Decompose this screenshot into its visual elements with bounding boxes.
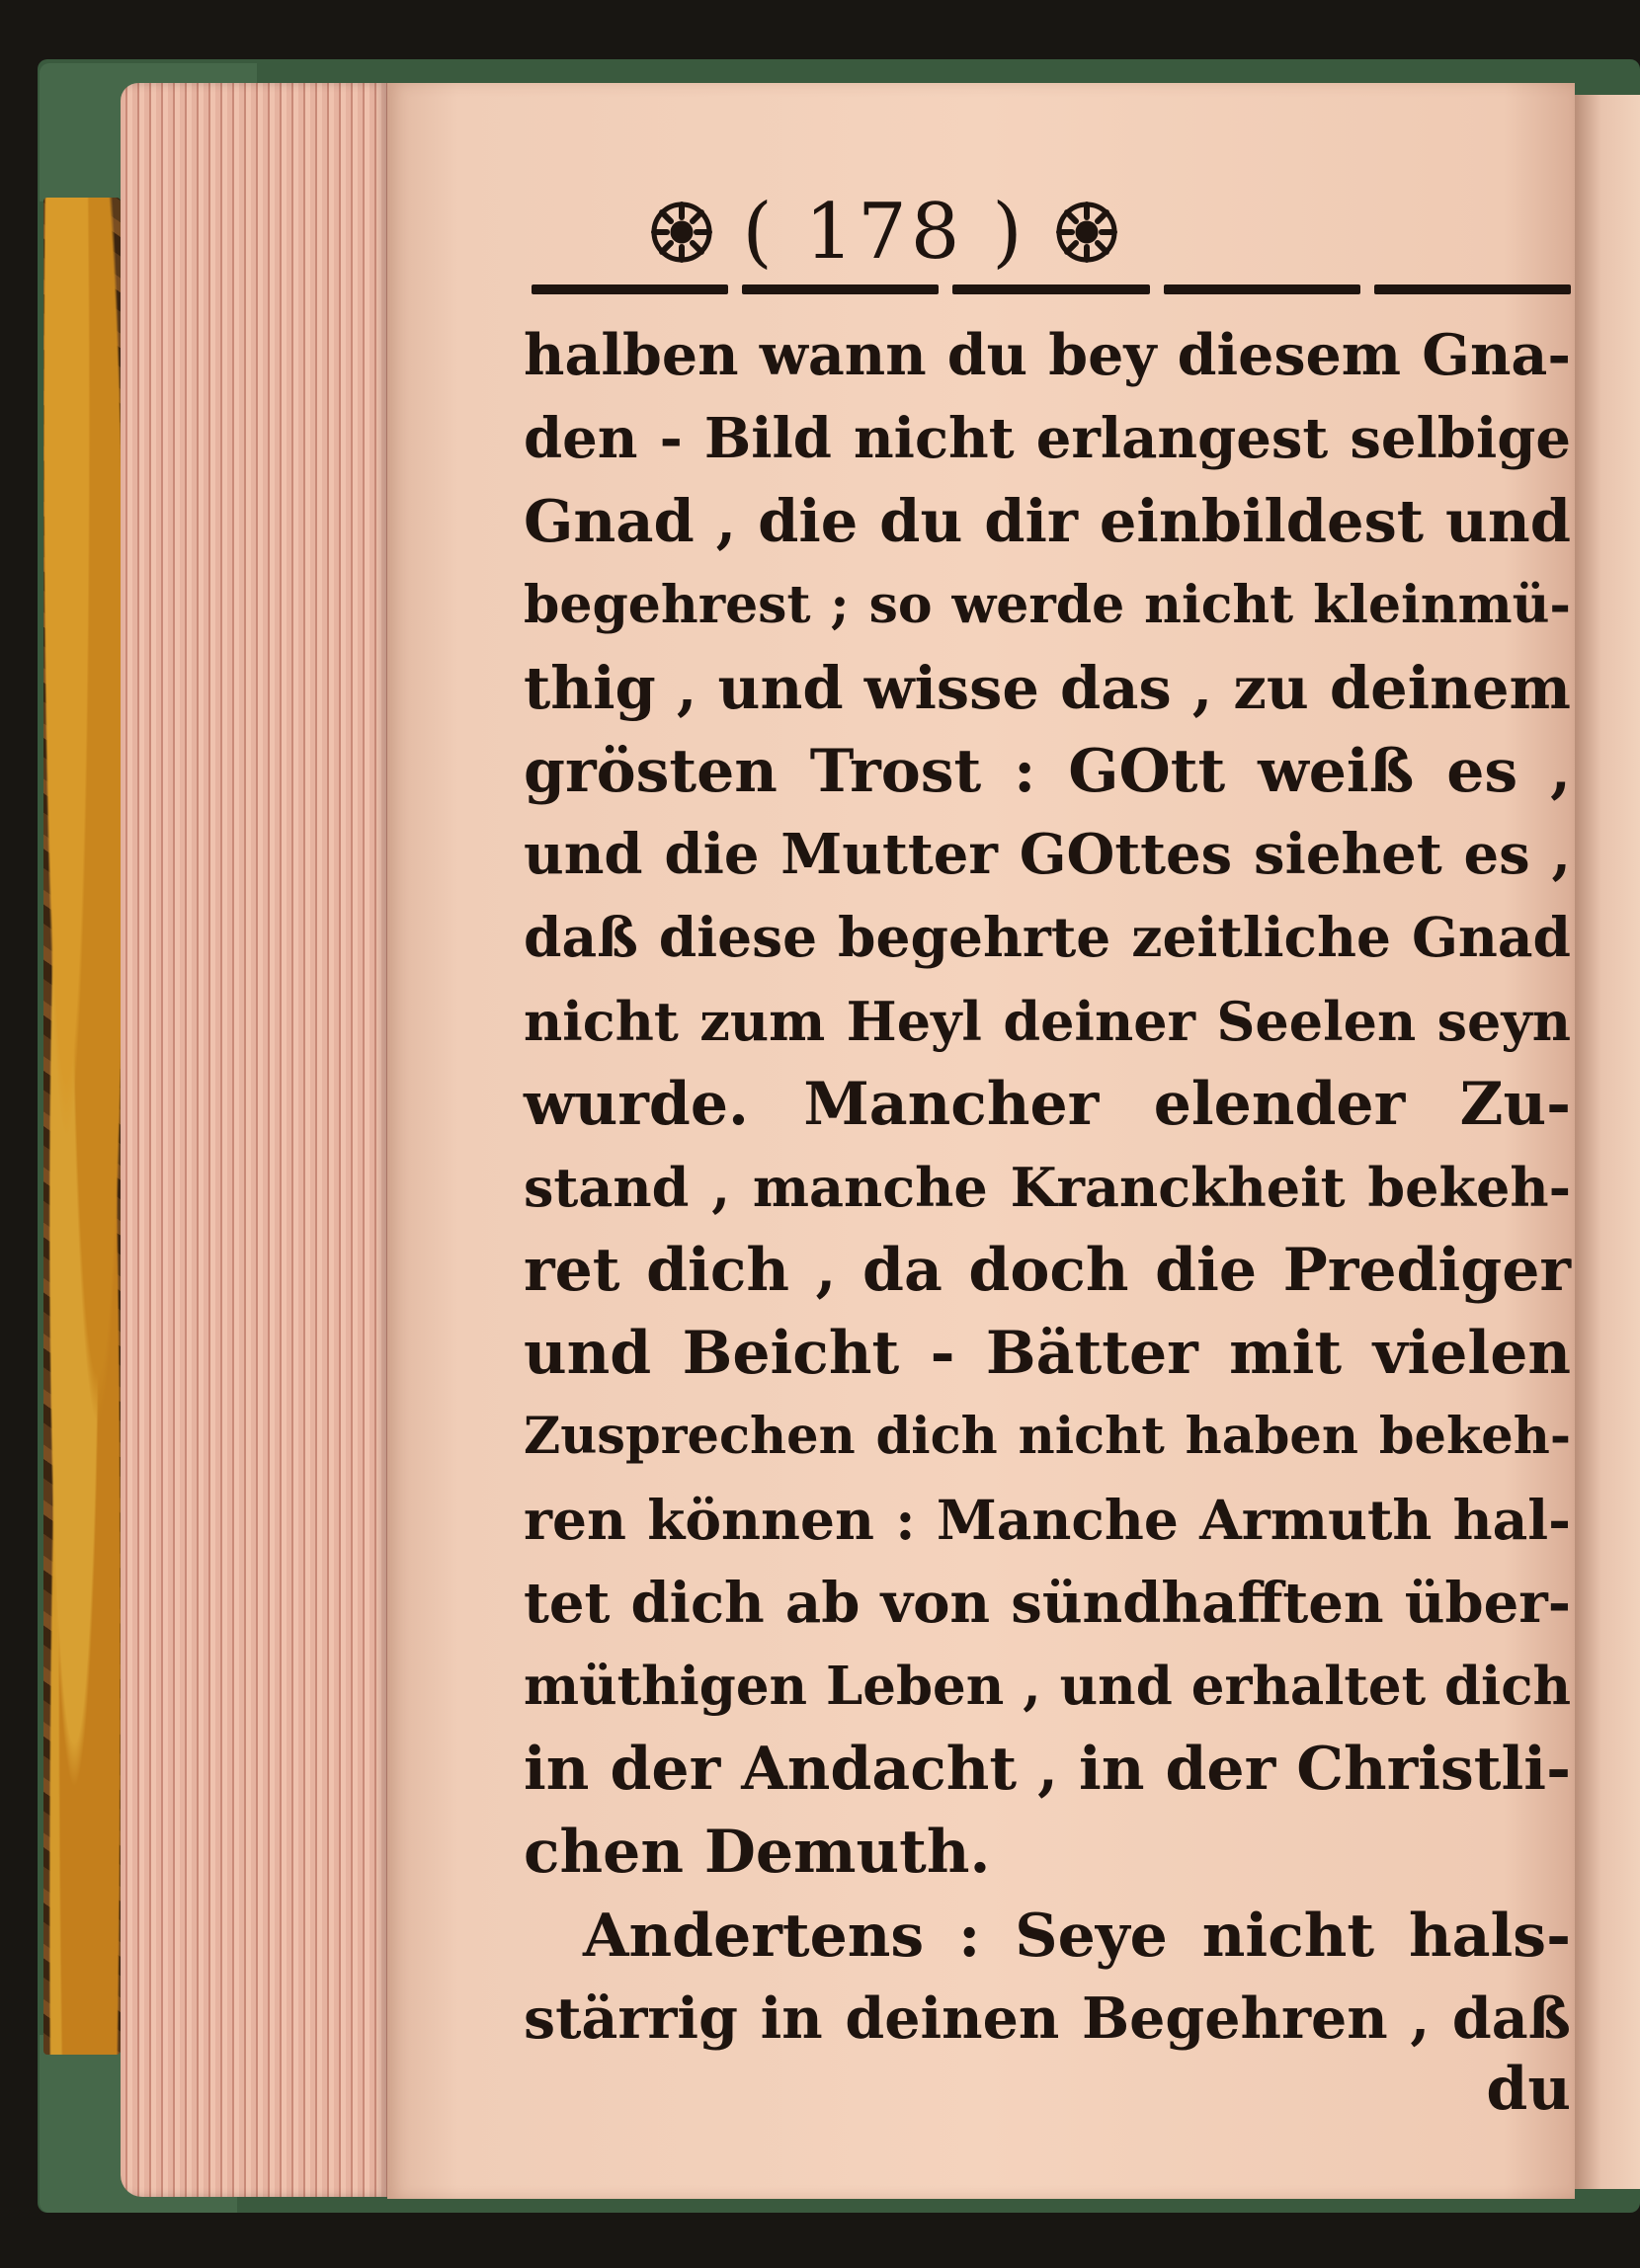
text-line: Zusprechen dich nicht haben bekeh-: [524, 1407, 1571, 1467]
text-line: thig , und wisse das , zu deinem: [524, 653, 1571, 722]
text-line: in der Andacht , in der Christli-: [524, 1735, 1571, 1805]
rosette-ornament-icon: [1052, 198, 1121, 267]
text-line: grösten Trost : GOtt weiß es ,: [524, 736, 1571, 806]
text-line: stärrig in deinen Begehren , daß: [524, 1984, 1571, 2052]
text-line: den - Bild nicht erlangest selbige: [524, 406, 1571, 472]
page-header: [425, 178, 1344, 286]
text-line: nicht zum Heyl deiner Seelen seyn: [524, 989, 1571, 1053]
text-line: ret dich , da doch die Prediger: [524, 1236, 1571, 1306]
text-line: Gnad , die du dir einbildest und: [524, 487, 1571, 556]
body-text: [524, 314, 1571, 2061]
text-line: halben wann du bey diesem Gna-: [524, 322, 1571, 388]
text-line: und Beicht - Bätter mit vielen: [524, 1319, 1571, 1389]
facing-page-edge: [1575, 95, 1640, 2189]
text-line: chen Demuth.: [524, 1818, 991, 1888]
text-line: daß diese begehrte zeitliche Gnad: [524, 905, 1571, 970]
text-line: wurde. Mancher elender Zu-: [524, 1069, 1571, 1139]
header-rule: [532, 284, 1571, 298]
catchword: du: [1486, 2055, 1571, 2124]
text-line: ren können : Manche Armuth hal-: [524, 1487, 1571, 1552]
page-number: ( 178 ): [742, 188, 1026, 277]
text-line: müthigen Leben , und erhaltet dich: [524, 1656, 1571, 1717]
text-line: Andertens : Seye nicht hals-: [583, 1901, 1571, 1971]
text-line: und die Mutter GOttes siehet es ,: [524, 822, 1571, 888]
marbled-paper-board: [43, 198, 121, 2055]
rosette-ornament-icon: [647, 198, 716, 267]
text-line: stand , manche Kranckheit bekeh-: [524, 1155, 1571, 1219]
page-edges: [121, 83, 387, 2197]
text-line: tet dich ab von sündhafften über-: [524, 1570, 1571, 1636]
text-line: begehrest ; so werde nicht kleinmü-: [524, 574, 1571, 635]
